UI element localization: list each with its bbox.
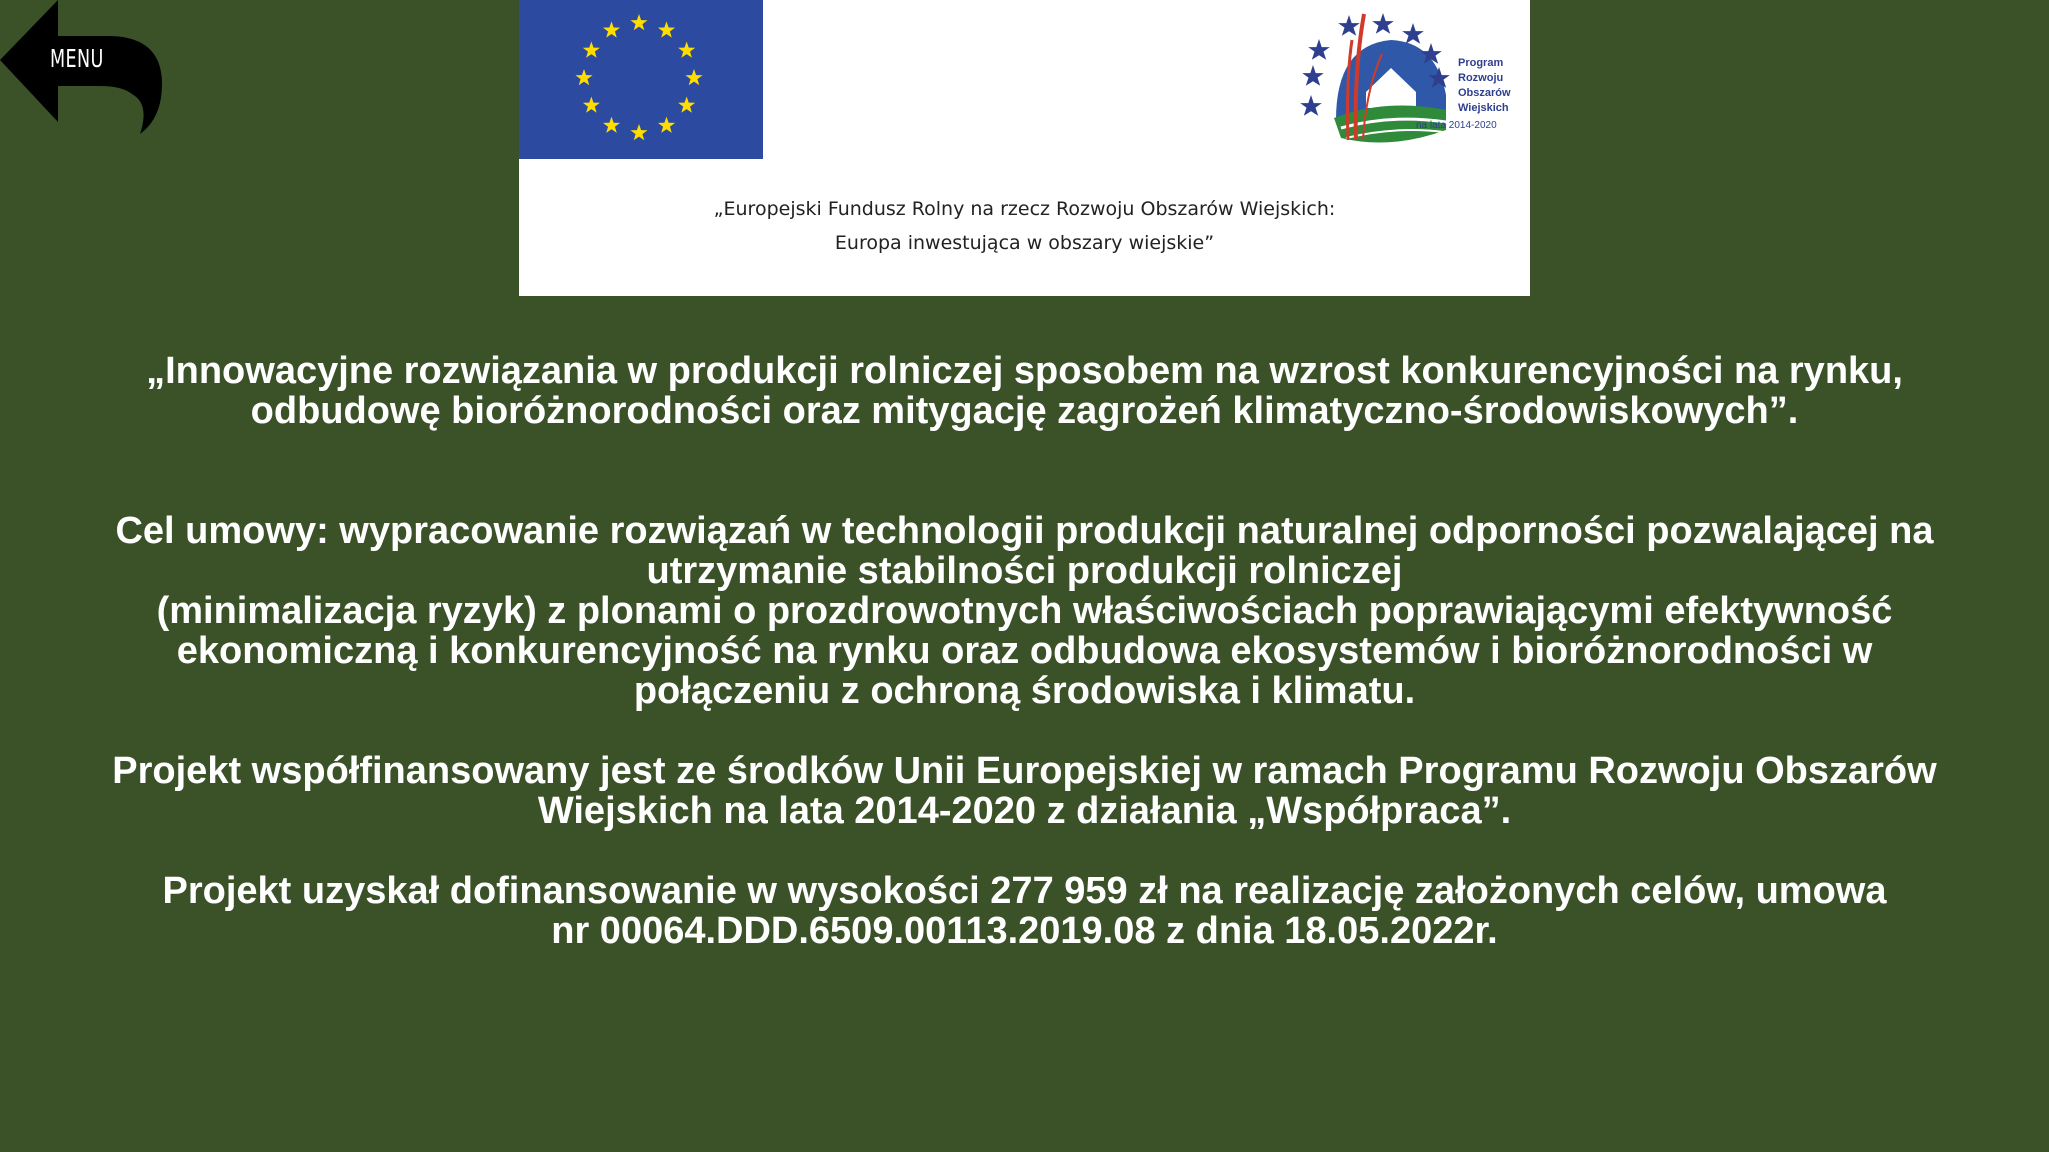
eu-star-icon	[630, 14, 647, 30]
project-title-line: „Innowacyjne rozwiązania w produkcji rolniczej sposobem na wzrost konkurencyjności na rynku,	[146, 350, 1903, 392]
prow-text-line: Wiejskich	[1458, 102, 1509, 114]
project-goal-line: Cel umowy: wypracowanie rozwiązań w technologii produkcji naturalnej odporności pozwalającej na	[115, 510, 1934, 552]
banner-caption-line: „Europejski Fundusz Rolny na rzecz Rozwoju Obszarów Wiejskich:	[713, 198, 1336, 220]
prow-logo-text	[1458, 56, 1511, 116]
grant-info-line: Projekt uzyskał dofinansowanie w wysokości 277 959 zł na realizację założonych celów, umowa	[162, 870, 1887, 912]
project-goal-line: połączeniu z ochroną środowiska i klimatu.	[633, 670, 1416, 712]
menu-button[interactable]	[0, 0, 165, 135]
prow-text-line: Program	[1458, 57, 1504, 69]
project-goal	[0, 511, 2049, 711]
funding-info-line: Projekt współfinansowany jest ze środków Unii Europejskiej w ramach Programu Rozwoju Obszarów	[112, 750, 1937, 792]
funding-banner	[519, 0, 1530, 296]
project-description	[0, 351, 2049, 951]
project-title-line: odbudowę bioróżnorodności oraz mitygację zagrożeń klimatyczno-środowiskowych”.	[250, 390, 1799, 432]
funding-info-line: Wiejskich na lata 2014-2020 z działania „Współpraca”.	[537, 790, 1512, 832]
banner-caption-line: Europa inwestująca w obszary wiejskie”	[834, 232, 1215, 254]
grant-info	[0, 871, 2049, 951]
eu-flag-icon	[519, 0, 763, 159]
eu-star-icon	[583, 42, 600, 58]
eu-star-icon	[583, 97, 600, 113]
menu-label: MENU	[50, 44, 104, 73]
eu-star-icon	[678, 42, 695, 58]
project-goal-line: ekonomiczną i konkurencyjność na rynku oraz odbudowa ekosystemów i bioróżnorodności w	[176, 630, 1873, 672]
eu-star-icon	[658, 21, 675, 37]
eu-star-icon	[603, 21, 620, 37]
banner-caption	[519, 192, 1530, 260]
eu-star-icon	[630, 124, 647, 140]
prow-years: na lata 2014-2020	[1416, 120, 1497, 131]
project-title	[0, 351, 2049, 431]
eu-star-icon	[678, 97, 695, 113]
eu-star-icon	[603, 117, 620, 133]
prow-text-line: Obszarów	[1458, 87, 1511, 99]
grant-info-line: nr 00064.DDD.6509.00113.2019.08 z dnia 18.05.2022r.	[551, 910, 1498, 952]
eu-star-icon	[658, 117, 675, 133]
prow-text-line: Rozwoju	[1458, 72, 1504, 84]
funding-info	[0, 751, 2049, 831]
project-goal-line: utrzymanie stabilności produkcji rolniczej	[646, 550, 1403, 592]
project-goal-line: (minimalizacja ryzyk) z plonami o prozdrowotnych właściwościach poprawiającymi efektywność	[156, 590, 1893, 632]
eu-star-icon	[685, 69, 702, 85]
eu-star-icon	[575, 69, 592, 85]
